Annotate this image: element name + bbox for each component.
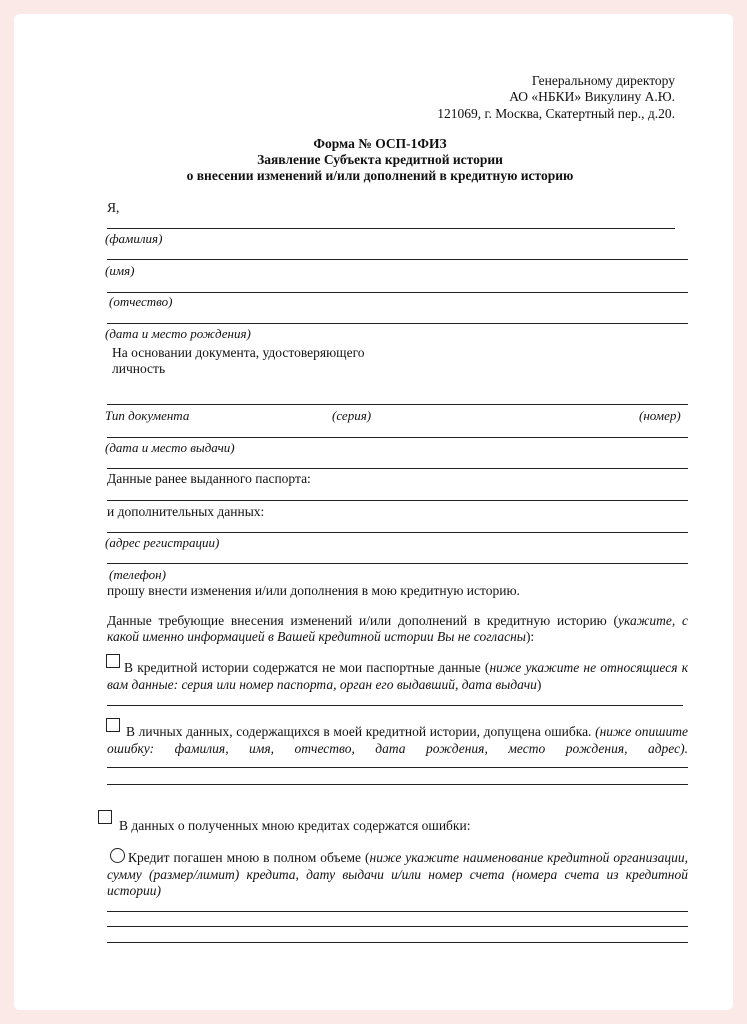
passport-answer-line[interactable] <box>107 705 683 706</box>
addressee-line-3: 121069, г. Москва, Скатертный пер., д.20. <box>437 106 675 121</box>
additional-line[interactable] <box>107 532 688 533</box>
issue-line-2[interactable] <box>107 468 688 469</box>
additional-label: и дополнительных данных: <box>107 504 265 519</box>
details-line-1-plain: Данные требующие внесения изменений и/или дополнений в кредитную историю ( <box>107 613 619 628</box>
document-line[interactable] <box>107 404 688 405</box>
repaid-option-line-3 <box>107 882 161 899</box>
personal-option-line-2 <box>107 740 688 757</box>
repaid-option-line-2-italic: сумму (размер/лимит) кредита, дату выдачи и/или номер счета (номера счета из кредитной <box>107 867 688 882</box>
credits-option: В данных о полученных мною кредитах содержатся ошибки: <box>119 818 471 833</box>
personal-option-line-2-italic: ошибку: фамилия, имя, отчество, дата рождения, место рождения, адрес). <box>107 741 688 756</box>
repaid-answer-line-3[interactable] <box>107 942 688 943</box>
patronymic-caption: (отчество) <box>109 294 173 309</box>
credits-checkbox[interactable] <box>98 810 112 824</box>
passport-option-italic: ниже укажите не относящиеся к <box>489 660 689 675</box>
details-line-1-italic: укажите, с <box>618 613 688 628</box>
prev-passport-line[interactable] <box>107 500 688 501</box>
repaid-radio[interactable] <box>110 848 125 863</box>
doc-basis-line-1: На основании документа, удостоверяющего <box>112 345 365 360</box>
addressee-line-1: Генеральному директору <box>531 73 675 88</box>
form-number: Форма № ОСП-1ФИЗ <box>313 136 447 151</box>
personal-option-italic: (ниже опишите <box>595 724 688 739</box>
request-text: прошу внести изменения и/или дополнения в мою кредитную историю. <box>107 583 520 598</box>
doc-basis-line-2: личность <box>112 361 166 376</box>
birth-caption: (дата и место рождения) <box>105 326 251 341</box>
passport-option-plain: В кредитной истории содержатся не мои паспортные данные ( <box>124 660 490 675</box>
repaid-option-line-2 <box>107 866 688 883</box>
repaid-option-line-1 <box>128 849 688 866</box>
number-caption: (номер) <box>639 408 681 423</box>
patronymic-line[interactable] <box>107 292 688 293</box>
form-subtitle: о внесении изменений и/или дополнений в кредитную историю <box>186 168 574 183</box>
addressee-line-2: АО «НБКИ» Викулину А.Ю. <box>509 89 675 104</box>
issue-caption: (дата и место выдачи) <box>105 440 235 455</box>
series-caption: (серия) <box>332 408 372 423</box>
prev-passport-label: Данные ранее выданного паспорта: <box>107 471 311 486</box>
personal-answer-line-2[interactable] <box>107 784 688 785</box>
name-line[interactable] <box>107 259 688 260</box>
details-line-2-italic: какой именно информацией в Вашей кредитной истории Вы не согласны <box>107 629 526 644</box>
details-line-2 <box>107 628 534 645</box>
repaid-answer-line-1[interactable] <box>107 911 688 912</box>
passport-option-line-2-italic: вам данные: серия или номер паспорта, орган его выдавший, дата выдачи <box>107 677 537 692</box>
repaid-option-italic: ниже укажите наименование кредитной организации, <box>369 850 688 865</box>
personal-answer-line-1[interactable] <box>107 767 688 768</box>
doc-type-caption: Тип документа <box>105 408 190 423</box>
form-title: Заявление Субъекта кредитной истории <box>257 152 503 167</box>
issue-line[interactable] <box>107 437 688 438</box>
passport-option-line-1 <box>124 659 688 676</box>
birth-line[interactable] <box>107 323 688 324</box>
address-caption: (адрес регистрации) <box>105 535 220 550</box>
repaid-answer-line-2[interactable] <box>107 926 688 927</box>
personal-option-plain: В личных данных, содержащихся в моей кредитной истории, допущена ошибка. <box>126 724 592 739</box>
repaid-option-line-3-italic: истории) <box>107 883 161 898</box>
personal-option-line-1 <box>126 723 688 740</box>
repaid-option-plain: Кредит погашен мною в полном объеме ( <box>128 850 370 865</box>
name-caption: (имя) <box>105 263 135 278</box>
personal-checkbox[interactable] <box>106 718 120 732</box>
ya-label: Я, <box>107 200 120 215</box>
passport-option-line-2-plain: ) <box>536 677 542 692</box>
surname-line[interactable] <box>107 228 675 229</box>
phone-caption: (телефон) <box>109 567 166 582</box>
address-line[interactable] <box>107 563 688 564</box>
passport-checkbox[interactable] <box>106 654 120 668</box>
surname-caption: (фамилия) <box>105 231 163 246</box>
document-sheet <box>14 14 733 1010</box>
details-line-2-plain: ): <box>525 629 535 644</box>
details-line-1 <box>107 612 688 629</box>
passport-option-line-2 <box>107 676 541 693</box>
